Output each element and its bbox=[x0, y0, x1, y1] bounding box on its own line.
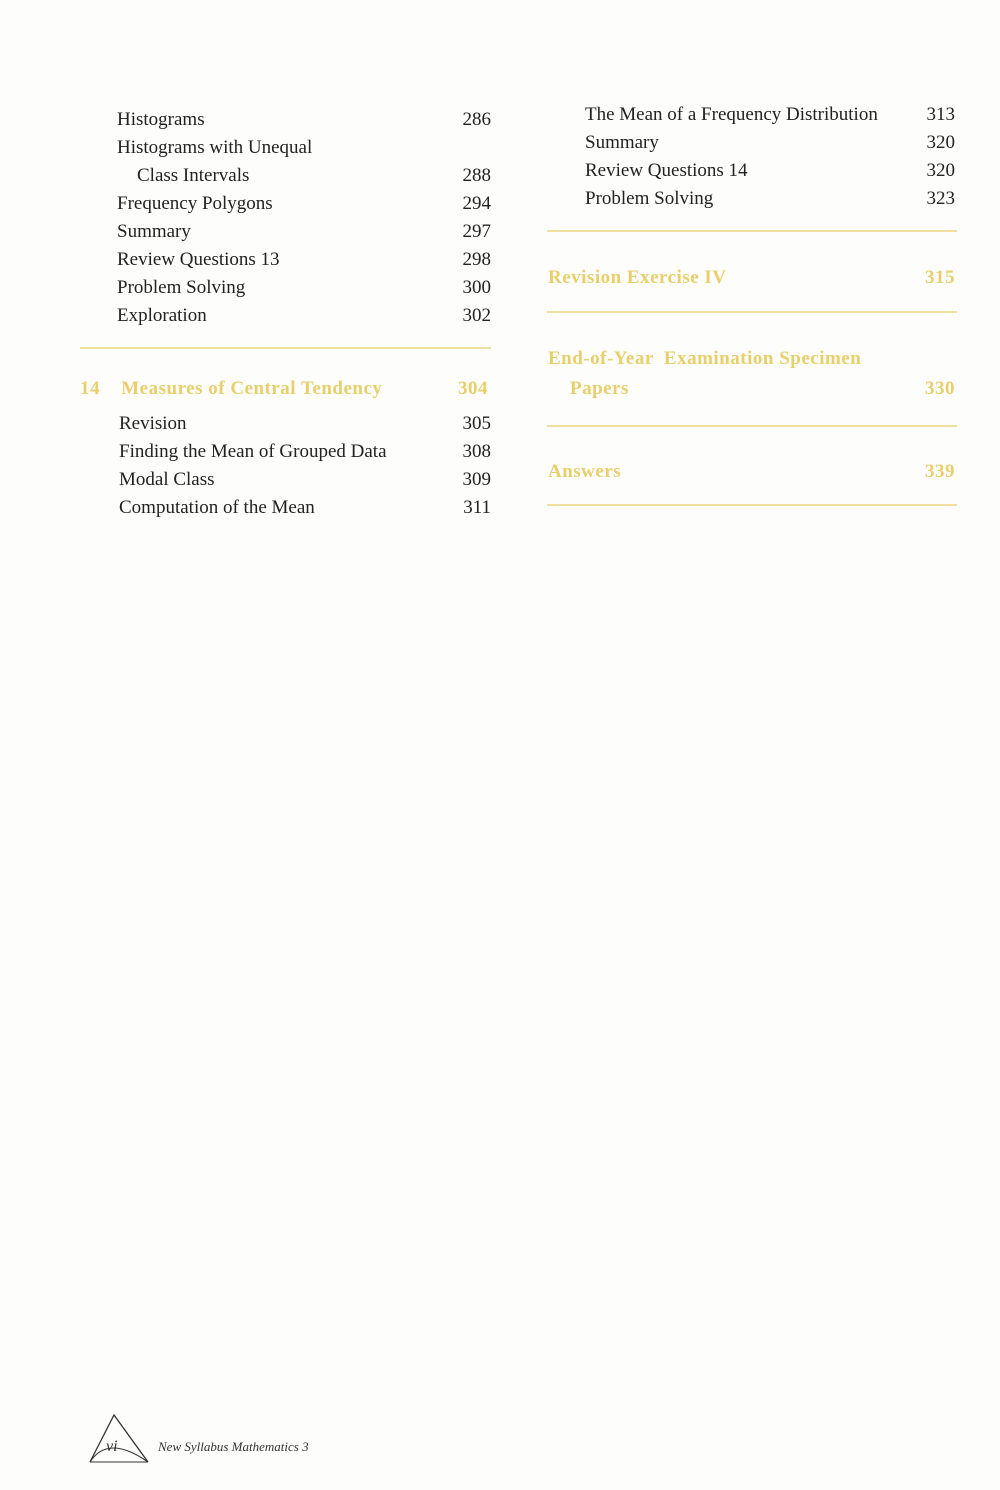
toc-entry-label: Histograms with Unequal bbox=[117, 137, 313, 158]
toc-entry[interactable] bbox=[117, 162, 491, 190]
toc-entry[interactable] bbox=[117, 246, 491, 274]
chapter-title-wrap bbox=[80, 378, 382, 400]
toc-entry-page: 294 bbox=[462, 193, 491, 214]
toc-entry[interactable] bbox=[585, 185, 955, 213]
revision-exercise-heading[interactable] bbox=[548, 267, 955, 289]
toc-entry-page: 286 bbox=[462, 109, 491, 130]
toc-entry-label: Finding the Mean of Grouped Data bbox=[119, 441, 387, 462]
toc-entry-page: 320 bbox=[926, 160, 955, 181]
page-number: vi bbox=[106, 1438, 118, 1455]
section-title: End-of-Year Examination Specimen bbox=[548, 348, 862, 369]
section-page: 330 bbox=[925, 378, 955, 399]
exam-papers-heading[interactable] bbox=[548, 348, 955, 400]
toc-entry-page: 320 bbox=[926, 132, 955, 153]
toc-entry-label: Exploration bbox=[117, 305, 207, 326]
toc-entry-page: 308 bbox=[462, 441, 491, 462]
toc-entry-label: Class Intervals bbox=[137, 165, 250, 186]
right-toc-list bbox=[585, 101, 955, 213]
toc-entry-page: 297 bbox=[462, 221, 491, 242]
toc-entry-page: 288 bbox=[462, 165, 491, 186]
chapter-page: 304 bbox=[458, 378, 488, 399]
toc-entry-page: 311 bbox=[463, 497, 491, 518]
toc-entry[interactable] bbox=[585, 129, 955, 157]
toc-entry[interactable] bbox=[585, 157, 955, 185]
toc-entry-label: Computation of the Mean bbox=[119, 497, 315, 518]
toc-entry-label: Modal Class bbox=[119, 469, 215, 490]
divider bbox=[547, 425, 957, 427]
toc-entry-label: Summary bbox=[585, 132, 659, 153]
toc-entry-page: 300 bbox=[462, 277, 491, 298]
toc-entry-label: Summary bbox=[117, 221, 191, 242]
toc-entry[interactable] bbox=[119, 410, 491, 438]
toc-entry-label: Review Questions 13 bbox=[117, 249, 280, 270]
toc-entry-label: Problem Solving bbox=[585, 188, 714, 209]
answers-heading[interactable] bbox=[548, 461, 955, 483]
toc-entry-label: Problem Solving bbox=[117, 277, 246, 298]
exam-title-line1-row bbox=[548, 348, 955, 370]
book-title: New Syllabus Mathematics 3 bbox=[158, 1439, 309, 1454]
exam-title-line2-row bbox=[548, 378, 955, 400]
toc-entry-page: 309 bbox=[462, 469, 491, 490]
divider bbox=[547, 230, 957, 232]
chapter-number: 14 bbox=[80, 378, 100, 399]
divider bbox=[547, 311, 957, 313]
divider bbox=[547, 504, 957, 506]
toc-entry-label: Histograms bbox=[117, 109, 205, 130]
toc-entry-page: 305 bbox=[462, 413, 491, 434]
section-page: 339 bbox=[925, 461, 955, 482]
left-toc-list bbox=[117, 106, 491, 330]
toc-entry-page: 323 bbox=[926, 188, 955, 209]
toc-entry[interactable] bbox=[117, 218, 491, 246]
toc-entry[interactable] bbox=[585, 101, 955, 129]
toc-entry-page: 302 bbox=[462, 305, 491, 326]
toc-entry-page: 313 bbox=[926, 104, 955, 125]
chapter14-entries bbox=[119, 410, 491, 522]
toc-entry[interactable] bbox=[119, 466, 491, 494]
toc-entry[interactable] bbox=[117, 302, 491, 330]
section-title-continued: Papers bbox=[570, 378, 629, 399]
section-title: Revision Exercise IV bbox=[548, 267, 727, 288]
toc-entry[interactable] bbox=[117, 274, 491, 302]
section-title: Answers bbox=[548, 461, 622, 482]
toc-entry[interactable] bbox=[117, 190, 491, 218]
toc-entry[interactable] bbox=[117, 134, 491, 162]
toc-entry-label: The Mean of a Frequency Distribution bbox=[585, 104, 878, 125]
toc-entry-label: Frequency Polygons bbox=[117, 193, 273, 214]
divider bbox=[80, 347, 491, 349]
toc-entry[interactable] bbox=[117, 106, 491, 134]
page-footer bbox=[86, 1412, 346, 1464]
toc-entry-label: Review Questions 14 bbox=[585, 160, 748, 181]
chapter-title: Measures of Central Tendency bbox=[121, 378, 383, 399]
toc-entry-page: 298 bbox=[462, 249, 491, 270]
toc-entry[interactable] bbox=[119, 438, 491, 466]
triangle-logo-icon bbox=[86, 1412, 156, 1464]
chapter-heading-14[interactable] bbox=[80, 378, 488, 400]
toc-entry-label: Revision bbox=[119, 413, 187, 434]
section-page: 315 bbox=[925, 267, 955, 288]
toc-entry[interactable] bbox=[119, 494, 491, 522]
